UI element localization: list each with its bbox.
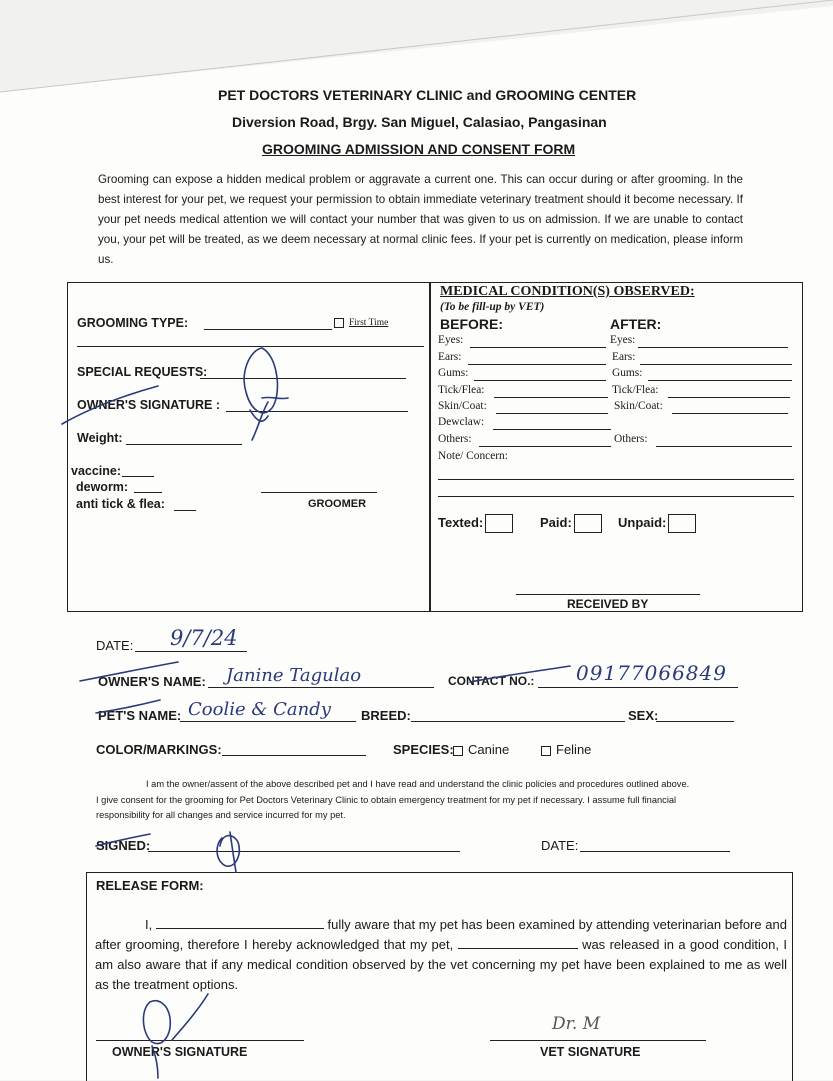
release-text-c: was released in a good condition, I am also aware that if any medical condition observed by the vet concerning my pet have been explained to me as well as the treatment options. bbox=[95, 937, 787, 992]
signed-label: SIGNED: bbox=[96, 838, 151, 853]
special-requests-label: SPECIAL REQUESTS: bbox=[77, 365, 208, 379]
after-gums-label: Gums: bbox=[612, 367, 643, 379]
date-label: DATE: bbox=[96, 638, 134, 653]
owner-name-label: OWNER'S NAME: bbox=[98, 674, 206, 689]
species-label: SPECIES: bbox=[393, 742, 454, 757]
vet-signature-label: VET SIGNATURE bbox=[540, 1045, 641, 1059]
feline-label: Feline bbox=[556, 742, 592, 757]
consent-date-label: DATE: bbox=[541, 838, 579, 853]
after-tick-label: Tick/Flea: bbox=[612, 384, 659, 396]
canine-label: Canine bbox=[468, 742, 510, 757]
before-eyes-label: Eyes: bbox=[438, 334, 464, 346]
contact-strike bbox=[470, 666, 570, 682]
consent-line-3: responsibility for all changes and service incurred for my pet. bbox=[96, 810, 346, 820]
anti-tick-label: anti tick & flea: bbox=[76, 497, 165, 511]
weight-label: Weight: bbox=[77, 431, 123, 445]
breed-label: BREED: bbox=[361, 708, 411, 723]
after-ears-label: Ears: bbox=[612, 351, 636, 363]
owner-name-value: Janine Tagulao bbox=[226, 665, 362, 686]
contact-value: 09177066849 bbox=[576, 661, 727, 685]
pet-name-value: Coolie & Candy bbox=[188, 699, 331, 720]
pet-name-label: PET'S NAME: bbox=[98, 708, 182, 723]
consent-line-1: I am the owner/assent of the above described pet and I have read and understand the clinic policies and procedures outlined above. bbox=[146, 779, 690, 789]
after-eyes-label: Eyes: bbox=[610, 334, 636, 346]
pet-name-strike bbox=[96, 700, 160, 713]
form-title: GROOMING ADMISSION AND CONSENT FORM bbox=[262, 141, 576, 157]
vaccine-label: vaccine: bbox=[71, 464, 122, 478]
release-title: RELEASE FORM: bbox=[96, 878, 204, 893]
before-tick-label: Tick/Flea: bbox=[438, 384, 485, 396]
medical-subtitle: (To be fill-up by VET) bbox=[440, 301, 545, 313]
note-concern-label: Note/ Concern: bbox=[438, 450, 508, 462]
date-value: 9/7/24 bbox=[170, 626, 238, 650]
owners-signature-label: OWNER'S SIGNATURE : bbox=[77, 398, 221, 412]
vet-handwritten-sig: Dr. M bbox=[552, 1014, 601, 1034]
clinic-address: Diversion Road, Brgy. San Miguel, Calasiao, Pangasinan bbox=[232, 114, 607, 130]
sex-label: SEX: bbox=[628, 708, 659, 723]
owner-signature-label: OWNER'S SIGNATURE bbox=[112, 1045, 248, 1059]
intro-paragraph: Grooming can expose a hidden medical problem or aggravate a current one. This can occur during or after grooming. In the best interest for your pet, we request your permission to obtain immediate veterinary treatment should it become necessary. If your pet needs medical attention we will contact your number that was given to us on admission. If we are unable to contact you, your pet will be treated, as we deem necessary at normal clinic fees. If your pet is currently on medication, please inform us. bbox=[98, 173, 743, 266]
paid-label: Paid: bbox=[540, 514, 572, 530]
before-heading: BEFORE: bbox=[440, 316, 503, 332]
received-by-label: RECEIVED BY bbox=[567, 597, 649, 611]
after-skin-label: Skin/Coat: bbox=[614, 400, 663, 412]
before-others-label: Others: bbox=[438, 433, 472, 445]
grooming-type-label: GROOMING TYPE: bbox=[77, 316, 189, 330]
consent-line-2: I give consent for the grooming for Pet Doctors Veterinary Clinic to obtain emergency treatment for my pet if necessary. I assume full financial bbox=[96, 795, 677, 805]
before-skin-label: Skin/Coat: bbox=[438, 400, 487, 412]
before-gums-label: Gums: bbox=[438, 367, 469, 379]
owners-sig-strike bbox=[62, 386, 158, 424]
groomer-label: GROOMER bbox=[308, 498, 367, 510]
first-time-label: First Time bbox=[349, 318, 389, 329]
color-markings-label: COLOR/MARKINGS: bbox=[96, 742, 222, 757]
after-heading: AFTER: bbox=[610, 316, 662, 332]
after-others-label: Others: bbox=[614, 433, 648, 445]
before-ears-label: Ears: bbox=[438, 351, 462, 363]
owner-signature-scribble bbox=[244, 348, 288, 440]
signed-scribble bbox=[96, 832, 239, 872]
clinic-name: PET DOCTORS VETERINARY CLINIC and GROOMING CENTER bbox=[218, 87, 637, 103]
before-dewclaw-label: Dewclaw: bbox=[438, 416, 485, 428]
medical-title: MEDICAL CONDITION(S) OBSERVED: bbox=[440, 284, 695, 299]
release-owner-scribble bbox=[143, 994, 208, 1078]
contact-label: CONTACT NO.: bbox=[448, 674, 535, 688]
release-text-b: fully aware that my pet has been examined by attending veterinarian before and after grooming, therefore I hereby acknowledged that my pet, bbox=[95, 917, 787, 952]
texted-label: Texted: bbox=[438, 514, 484, 530]
release-text-a: I, bbox=[145, 917, 153, 932]
owner-name-strike bbox=[80, 662, 178, 681]
unpaid-label: Unpaid: bbox=[618, 514, 667, 530]
deworm-label: deworm: bbox=[76, 480, 129, 494]
